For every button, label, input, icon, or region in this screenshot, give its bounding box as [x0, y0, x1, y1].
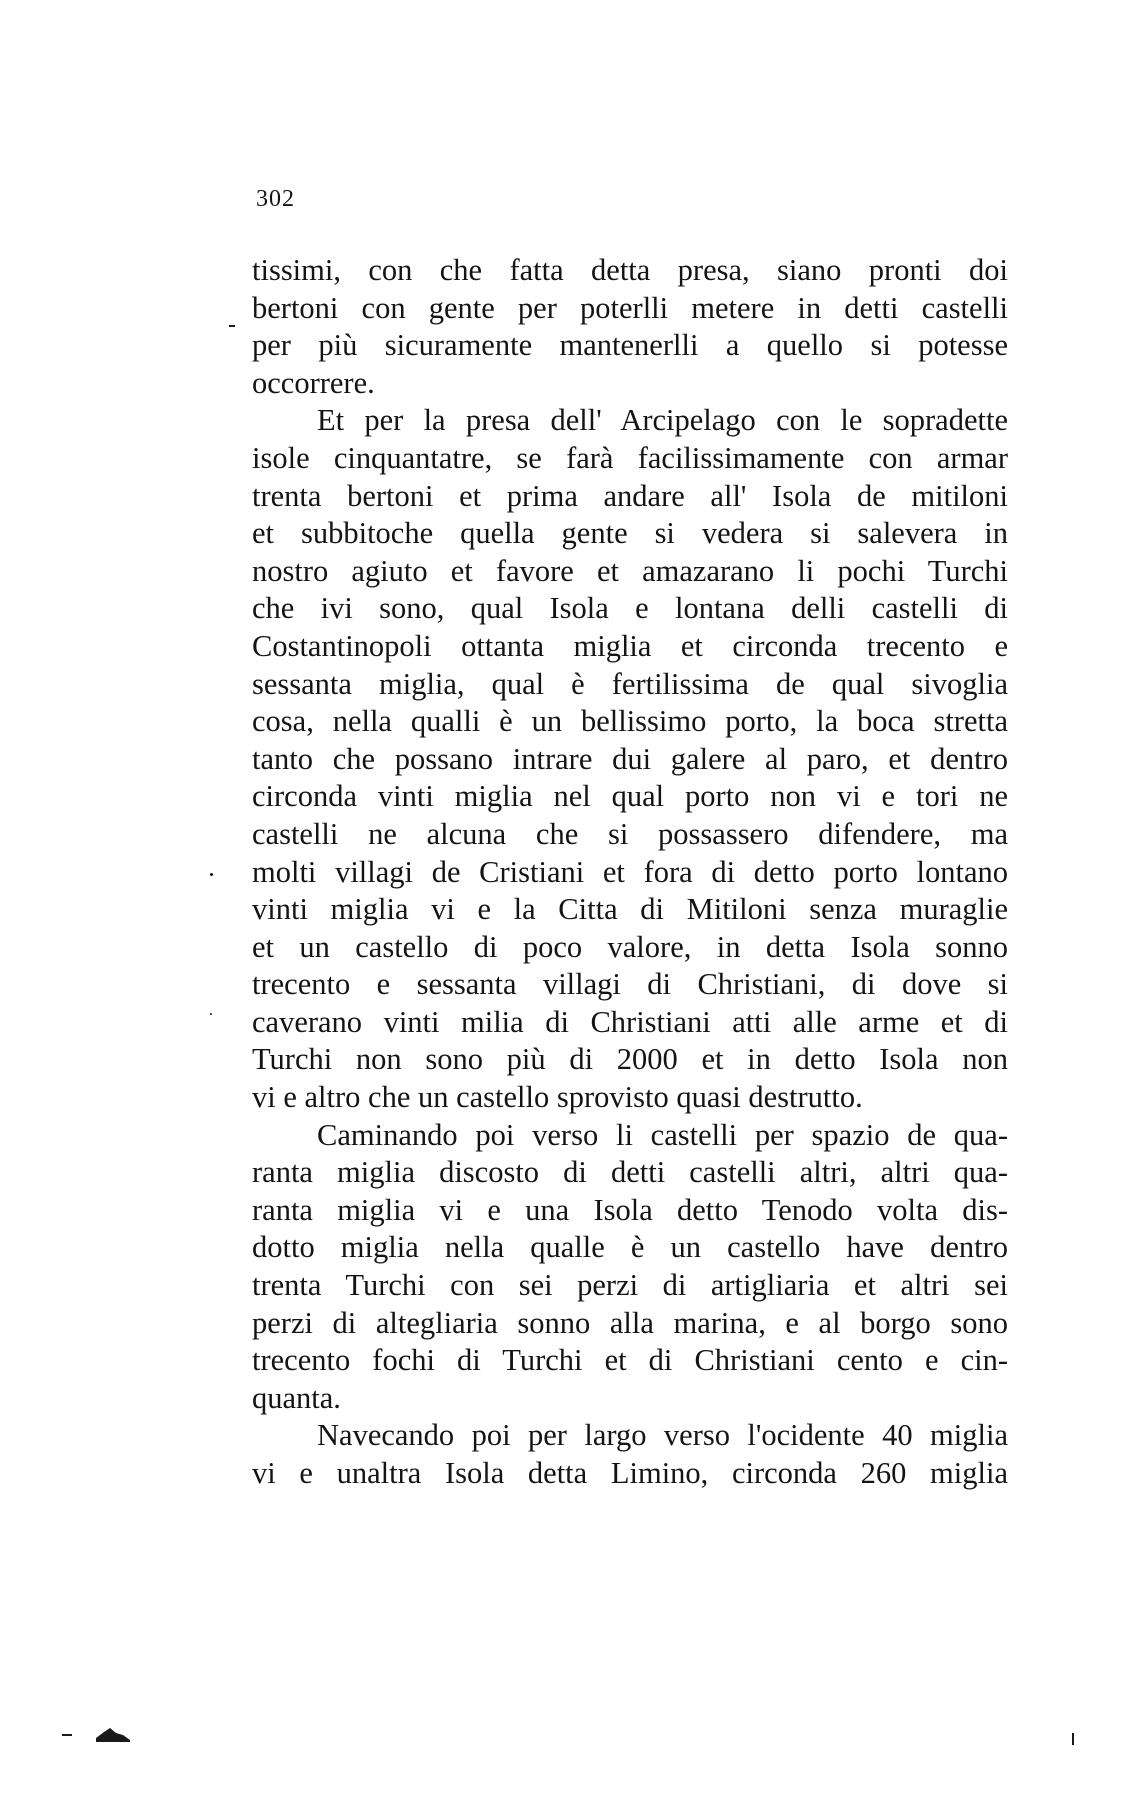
body-text — [252, 252, 1008, 1493]
text-line: caverano vinti milia di Christiani atti alle arme et di — [252, 1004, 1008, 1039]
text-line: dotto miglia nella qualle è un castello have dentro — [252, 1230, 1008, 1265]
paragraph-start-line: Et per la presa dell' Arcipelago con le sopradette — [317, 403, 1008, 438]
margin-speck — [210, 873, 213, 876]
margin-mark — [229, 325, 235, 327]
text-line: sessanta miglia, qual è fertilissima de qual sivoglia — [252, 666, 1008, 701]
text-line: circonda vinti miglia nel qual porto non vi e tori ne — [252, 779, 1008, 814]
text-line: et subbitoche quella gente si vedera si salevera in — [252, 516, 1008, 551]
text-line: ranta miglia vi e una Isola detto Tenodo volta dis- — [252, 1192, 1008, 1227]
text-line: tissimi, con che fatta detta presa, siano pronti doi — [252, 253, 1008, 287]
text-line: per più sicuramente mantenerlli a quello si potesse — [252, 328, 1008, 363]
text-line: trecento e sessanta villagi di Christiani, di dove si — [252, 967, 1008, 1002]
text-line: trenta Turchi con sei perzi di artigliaria et altri sei — [252, 1268, 1008, 1303]
text-line: quanta. — [252, 1380, 341, 1415]
text-line: cosa, nella qualli è un bellissimo porto, la boca stretta — [252, 704, 1008, 739]
text-line: vi e unaltra Isola detta Limino, circonda 260 miglia — [252, 1456, 1008, 1490]
text-line: molti villagi de Cristiani et fora di detto porto lontano — [252, 854, 1008, 889]
margin-speck — [210, 1013, 212, 1015]
text-line: tanto che possano intrare dui galere al paro, et dentro — [252, 741, 1008, 776]
margin-mark — [1072, 1733, 1074, 1745]
text-line: et un castello di poco valore, in detta Isola sonno — [252, 929, 1008, 964]
text-line: ranta miglia discosto di detti castelli altri, altri qua- — [252, 1155, 1008, 1190]
text-line: vinti miglia vi e la Citta di Mitiloni senza muraglie — [252, 892, 1008, 927]
ink-blot-icon — [96, 1728, 130, 1742]
margin-mark — [62, 1734, 72, 1736]
text-line: perzi di altegliaria sonno alla marina, e al borgo sono — [252, 1305, 1008, 1340]
text-line: nostro agiuto et favore et amazarano li pochi Turchi — [252, 553, 1008, 588]
text-line: Costantinopoli ottanta miglia et circonda trecento e — [252, 628, 1008, 663]
text-line: vi e altro che un castello sprovisto quasi destrutto. — [252, 1080, 863, 1115]
page-number: 302 — [256, 186, 295, 212]
text-line: isole cinquantatre, se farà facilissimamente con armar — [252, 440, 1008, 475]
text-line: occorrere. — [252, 365, 375, 400]
paragraph-start-line: Caminando poi verso li castelli per spazio de qua- — [317, 1117, 1008, 1152]
text-line: bertoni con gente per poterlli metere in detti castelli — [252, 290, 1008, 325]
text-line: che ivi sono, qual Isola e lontana delli castelli di — [252, 591, 1008, 626]
text-line: Turchi non sono più di 2000 et in detto Isola non — [252, 1042, 1008, 1077]
text-line: castelli ne alcuna che si possassero difendere, ma — [252, 816, 1008, 851]
text-line: trecento fochi di Turchi et di Christiani cento e cin- — [252, 1343, 1008, 1378]
text-line: trenta bertoni et prima andare all' Isola de mitiloni — [252, 478, 1008, 513]
paragraph-start-line: Navecando poi per largo verso l'ocidente 40 miglia — [317, 1418, 1008, 1453]
